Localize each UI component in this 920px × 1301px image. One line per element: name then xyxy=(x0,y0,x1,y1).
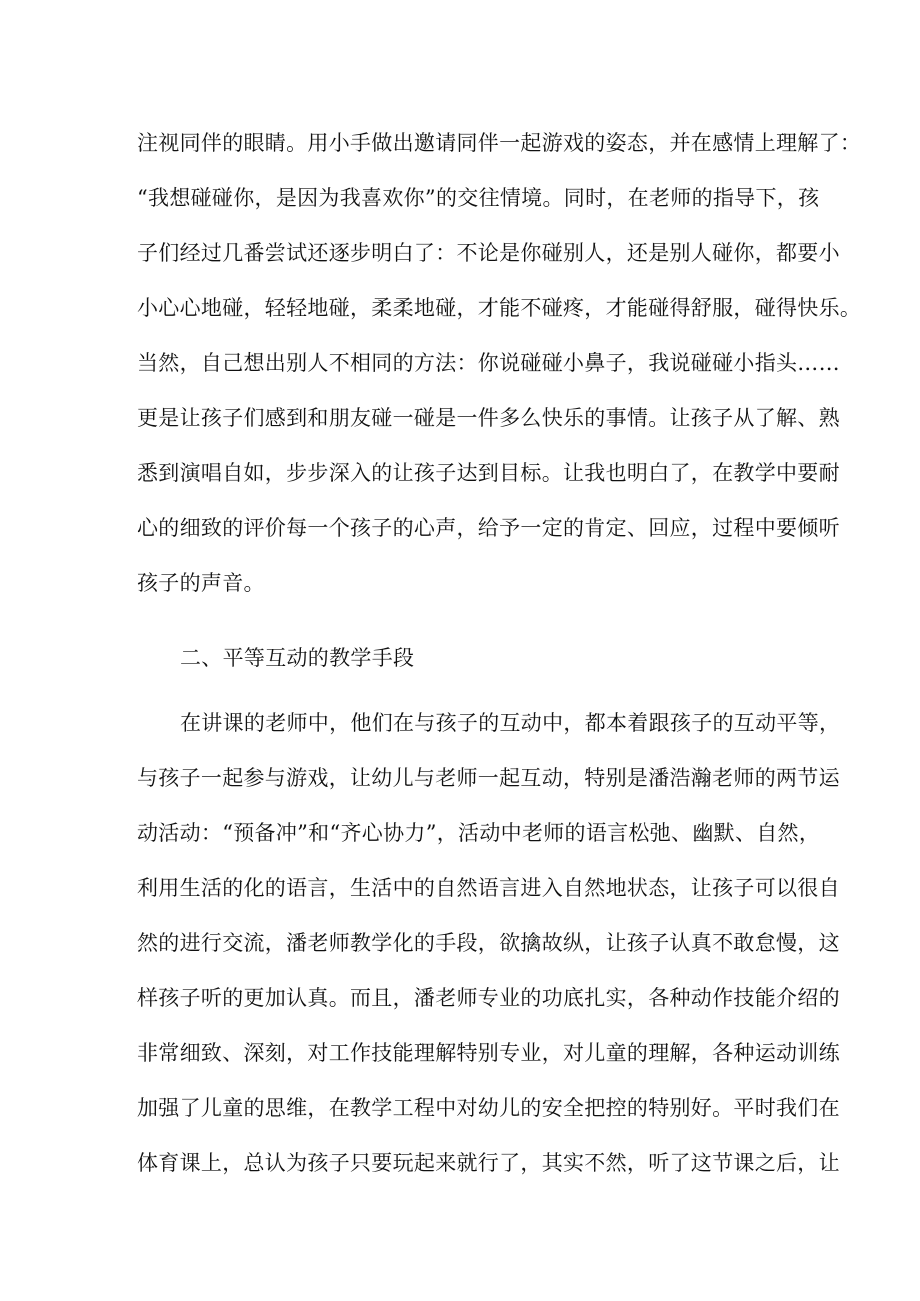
paragraph-line: 动活动：“预备冲”和“齐心协力”，活动中老师的语言松弛、幽默、自然， xyxy=(137,821,821,845)
paragraph-line: 小心心地碰，轻轻地碰，柔柔地碰，才能不碰疼，才能碰得舒服，碰得快乐。 xyxy=(137,296,862,320)
paragraph-line: 注视同伴的眼睛。用小手做出邀请同伴一起游戏的姿态，并在感情上理解了： xyxy=(137,131,862,155)
paragraph-line: 孩子的声音。 xyxy=(137,571,265,595)
paragraph-line: 当然，自己想出别人不相同的方法：你说碰碰小鼻子，我说碰碰小指头…… xyxy=(137,351,840,375)
paragraph-line: 悉到演唱自如，步步深入的让孩子达到目标。让我也明白了，在教学中要耐 xyxy=(137,461,840,485)
paragraph-line: 非常细致、深刻，对工作技能理解特别专业，对儿童的理解，各种运动训练 xyxy=(137,1041,840,1065)
paragraph-line: 与孩子一起参与游戏，让幼儿与老师一起互动，特别是潘浩瀚老师的两节运 xyxy=(137,766,840,790)
paragraph-line: 然的进行交流，潘老师教学化的手段，欲擒故纵，让孩子认真不敢怠慢，这 xyxy=(137,931,840,955)
paragraph-line: 样孩子听的更加认真。而且，潘老师专业的功底扎实，各种动作技能介绍的 xyxy=(137,986,840,1010)
paragraph-line: 加强了儿童的思维，在教学工程中对幼儿的安全把控的特别好。平时我们在 xyxy=(137,1096,840,1120)
paragraph-line: 体育课上，总认为孩子只要玩起来就行了，其实不然，听了这节课之后，让 xyxy=(137,1151,840,1175)
paragraph-line: 利用生活的化的语言，生活中的自然语言进入自然地状态，让孩子可以很自 xyxy=(137,876,840,900)
paragraph-line: 子们经过几番尝试还逐步明白了：不论是你碰别人，还是别人碰你，都要小 xyxy=(137,241,840,265)
paragraph-line: 更是让孩子们感到和朋友碰一碰是一件多么快乐的事情。让孩子从了解、熟 xyxy=(137,406,840,430)
paragraph-line: 在讲课的老师中，他们在与孩子的互动中，都本着跟孩子的互动平等， xyxy=(180,711,841,735)
section-heading: 二、平等互动的教学手段 xyxy=(180,646,415,670)
paragraph-line: “我想碰碰你，是因为我喜欢你”的交往情境。同时，在老师的指导下，孩 xyxy=(137,186,820,210)
paragraph-line: 心的细致的评价每一个孩子的心声，给予一定的肯定、回应，过程中要倾听 xyxy=(137,516,840,540)
